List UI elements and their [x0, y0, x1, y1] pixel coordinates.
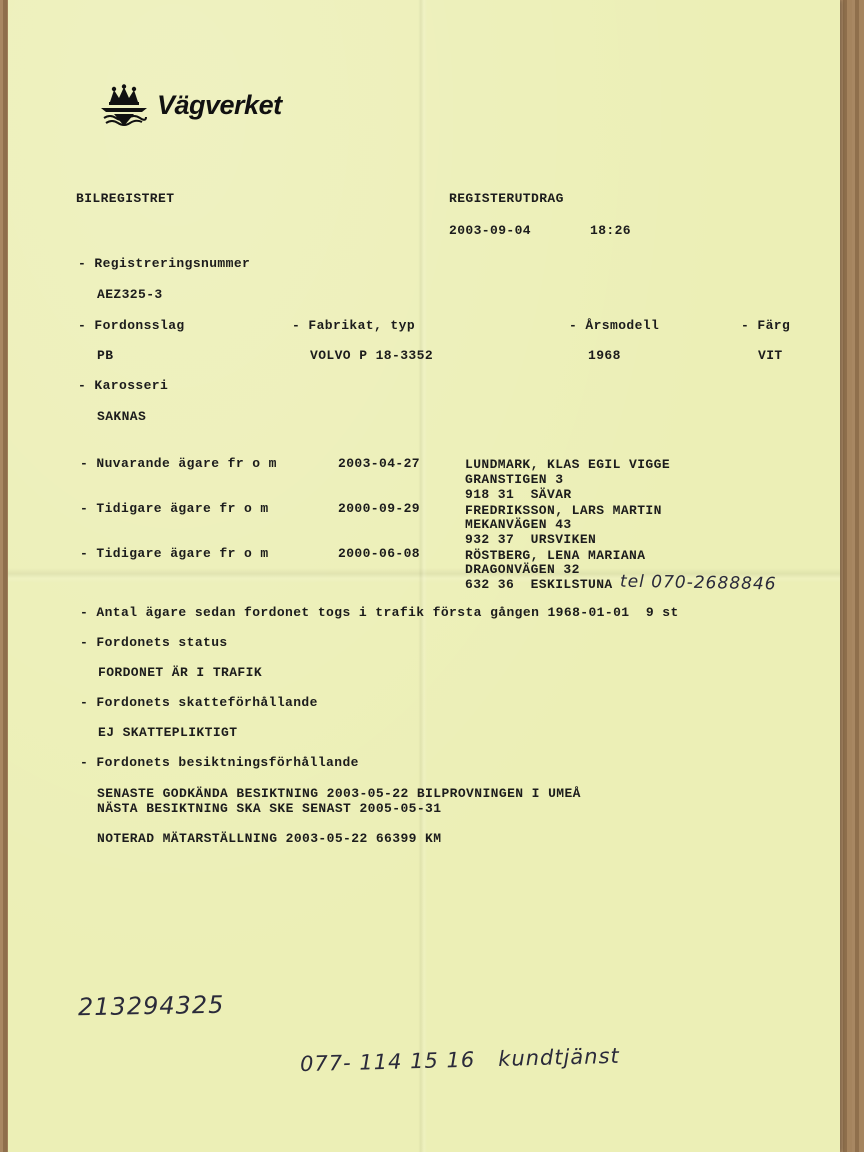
handwritten-number: 213294325	[77, 990, 225, 1022]
owner-street: GRANSTIGEN 3	[465, 472, 564, 487]
color-label: - Färg	[741, 318, 791, 333]
make-label: - Fabrikat, typ	[292, 318, 416, 333]
owner-street: DRAGONVÄGEN 32	[465, 562, 580, 577]
tax-value: EJ SKATTEPLIKTIGT	[98, 725, 238, 740]
status-label: - Fordonets status	[80, 635, 228, 650]
owner-city: 918 31 SÄVAR	[465, 487, 572, 502]
inspection-label: - Fordonets besiktningsförhållande	[80, 755, 359, 770]
owner-label: - Nuvarande ägare fr o m	[80, 456, 277, 471]
owner-date: 2000-06-08	[338, 546, 421, 561]
handwritten-customer-service: 077- 114 15 16 kundtjänst	[299, 1043, 621, 1077]
odometer-reading: NOTERAD MÄTARSTÄLLNING 2003-05-22 66399 KM	[97, 831, 442, 846]
owner-name: RÖSTBERG, LENA MARIANA	[465, 548, 646, 563]
document-type: REGISTERUTDRAG	[449, 191, 564, 206]
register-name: BILREGISTRET	[76, 191, 175, 206]
model-year-label: - Årsmodell	[569, 318, 660, 333]
reg-number-value: AEZ325-3	[97, 287, 163, 302]
owner-date: 2003-04-27	[338, 456, 421, 471]
crown-road-emblem-icon	[100, 84, 148, 128]
make-value: VOLVO P 18-3352	[310, 348, 434, 363]
vehicle-type-value: PB	[97, 348, 114, 363]
print-date: 2003-09-04	[449, 223, 532, 238]
vehicle-type-label: - Fordonsslag	[78, 318, 185, 333]
reg-number-label: - Registreringsnummer	[78, 256, 251, 271]
owner-city: 632 36 ESKILSTUNA	[465, 577, 613, 592]
model-year-value: 1968	[588, 348, 621, 363]
owner-name: LUNDMARK, KLAS EGIL VIGGE	[465, 457, 671, 472]
owner-city: 932 37 URSVIKEN	[465, 532, 597, 547]
print-time: 18:26	[590, 223, 632, 238]
body-label: - Karosseri	[78, 378, 169, 393]
owner-label: - Tidigare ägare fr o m	[80, 546, 269, 561]
vagverket-logo	[100, 84, 320, 132]
owner-street: MEKANVÄGEN 43	[465, 517, 572, 532]
owner-name: FREDRIKSSON, LARS MARTIN	[465, 503, 662, 518]
owner-count-line: - Antal ägare sedan fordonet togs i trafik första gången 1968-01-01 9 st	[80, 605, 679, 620]
last-inspection: SENASTE GODKÄNDA BESIKTNING 2003-05-22 BILPROVNINGEN I UMEÅ	[97, 786, 581, 801]
owner-label: - Tidigare ägare fr o m	[80, 501, 269, 516]
logo-name: Vägverket	[157, 90, 282, 120]
body-value: SAKNAS	[97, 409, 147, 424]
status-value: FORDONET ÄR I TRAFIK	[98, 665, 263, 680]
owner-date: 2000-09-29	[338, 501, 421, 516]
next-inspection: NÄSTA BESIKTNING SKA SKE SENAST 2005-05-31	[97, 801, 442, 816]
handwritten-phone: tel 070-2688846	[619, 571, 777, 595]
tax-label: - Fordonets skatteförhållande	[80, 695, 318, 710]
color-value: VIT	[758, 348, 783, 363]
